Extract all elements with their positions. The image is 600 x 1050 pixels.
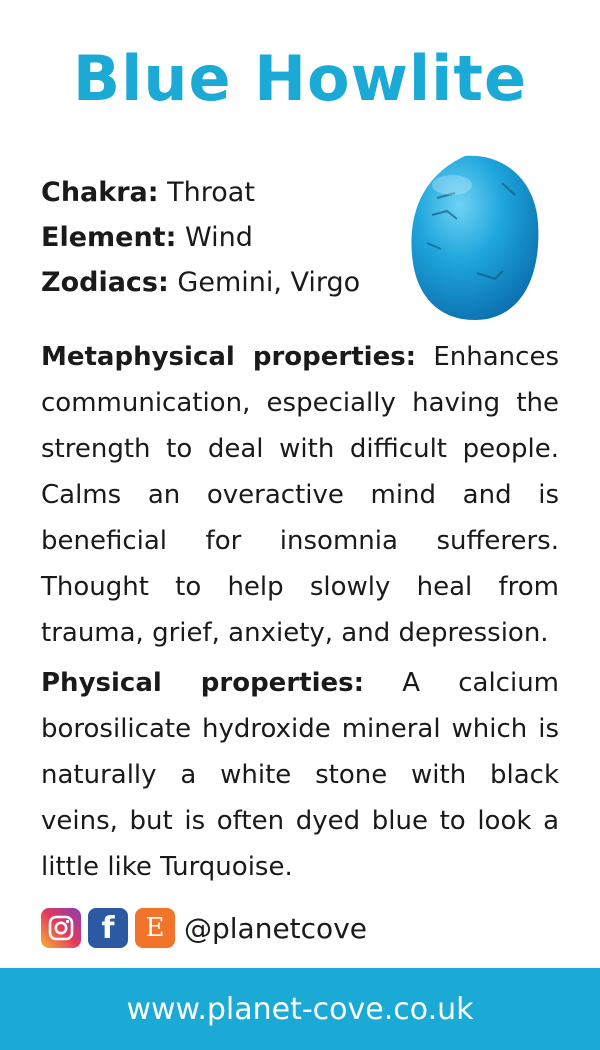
physical-paragraph xyxy=(41,660,559,890)
facebook-icon[interactable] xyxy=(88,908,128,948)
zodiacs-value: Gemini, Virgo xyxy=(177,267,361,298)
element-label: Element: xyxy=(41,222,177,253)
stone-image xyxy=(407,153,543,323)
social-row xyxy=(41,906,367,950)
metaphysical-text: Enhances communication, especially having the strength to deal with difficult people. Calms an overactive mind and is beneficial for insomnia sufferers. Thought to help slowly heal from trauma, grief, anxiety, and depression. xyxy=(41,342,559,648)
zodiacs-label: Zodiacs: xyxy=(41,267,169,298)
chakra-label: Chakra: xyxy=(41,177,159,208)
page-title: Blue Howlite xyxy=(72,42,528,115)
chakra-value: Throat xyxy=(167,177,255,208)
metaphysical-label: Metaphysical properties: xyxy=(41,342,417,372)
physical-text: A calcium borosilicate hydroxide mineral which is naturally a white stone with black veins, but is often dyed blue to look a little like Turquoise. xyxy=(41,668,559,882)
attribute-list xyxy=(41,170,360,305)
metaphysical-paragraph xyxy=(41,334,559,656)
physical-label: Physical properties: xyxy=(41,668,364,698)
social-handle[interactable]: @planetcove xyxy=(184,911,367,945)
element-row xyxy=(41,215,360,260)
facebook-glyph: f xyxy=(101,910,115,946)
website-link[interactable]: www.planet-cove.co.uk xyxy=(126,991,474,1027)
zodiacs-row xyxy=(41,260,360,305)
instagram-icon[interactable] xyxy=(41,908,81,948)
etsy-glyph: E xyxy=(145,913,165,943)
etsy-icon[interactable] xyxy=(135,908,175,948)
element-value: Wind xyxy=(184,222,253,253)
footer-bar xyxy=(0,968,600,1050)
chakra-row xyxy=(41,170,360,215)
